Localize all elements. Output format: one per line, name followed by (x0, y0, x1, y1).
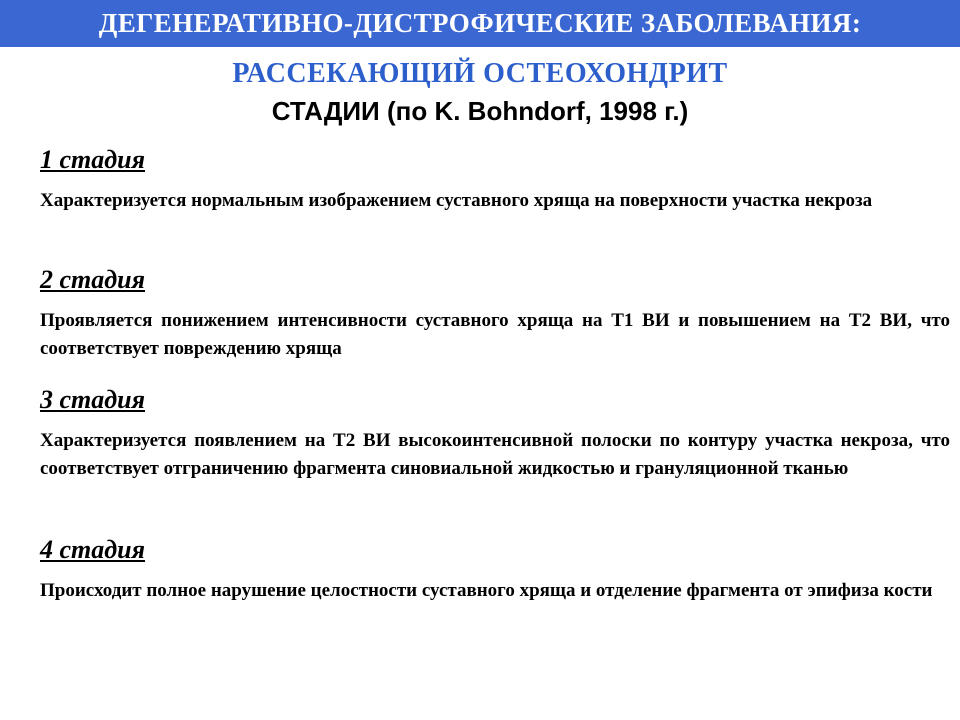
stages-heading: СТАДИИ (по K. Bohndorf, 1998 г.) (271, 96, 689, 126)
stage-2-title: 2 стадия (40, 265, 146, 294)
stage-3-title: 3 стадия (40, 385, 146, 414)
stage-1-title: 1 стадия (40, 145, 146, 174)
header-bar (0, 0, 960, 47)
stage-1-section (40, 145, 950, 215)
stage-2-description: Проявляется понижением интенсивности суставного хряща на Т1 ВИ и повышением на Т2 ВИ, что соответствует повреждению хряща (40, 310, 950, 359)
stage-4-title: 4 стадия (40, 535, 146, 564)
stage-1-description: Характеризуется нормальным изображением суставного хряща на поверхности участка некроза (40, 190, 873, 211)
stage-2-section (40, 265, 950, 363)
stage-4-section (40, 535, 950, 605)
subtitle: РАССЕКАЮЩИЙ ОСТЕОХОНДРИТ (232, 58, 728, 89)
stage-3-description: Характеризуется появлением на Т2 ВИ высокоинтенсивной полоски по контуру участка некроза, что соответствует отграничению фрагмента синовиальной жидкостью и грануляционной тканью (40, 430, 950, 479)
slide-title: ДЕГЕНЕРАТИВНО-ДИСТРОФИЧЕСКИЕ ЗАБОЛЕВАНИЯ: (98, 8, 862, 38)
stage-4-description: Происходит полное нарушение целостности суставного хряща и отделение фрагмента от эпифиза кости (40, 580, 933, 601)
stage-3-section (40, 385, 950, 483)
